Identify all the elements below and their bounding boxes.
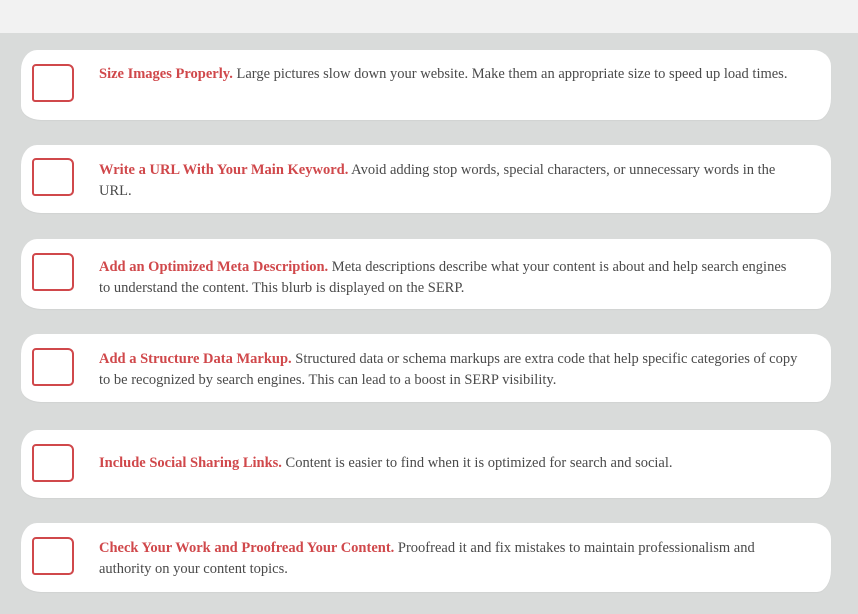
item-description: Avoid adding stop words, special characters, or unnecessary words in the URL. (99, 162, 776, 199)
item-description: Large pictures slow down your website. Make them an appropriate size to speed up load times. (232, 66, 788, 82)
checkbox-icon[interactable] (32, 537, 74, 575)
checkbox-icon[interactable] (32, 158, 74, 196)
checklist-item (21, 334, 831, 402)
item-description: Proofread it and fix mistakes to maintain professionalism and authority on your content topics. (99, 540, 755, 577)
item-description: Meta descriptions describe what your content is about and help search engines to understand the content. This blurb is displayed on the SERP. (99, 259, 787, 296)
checkbox-icon[interactable] (32, 253, 74, 291)
item-title: Write a URL With Your Main Keyword. (99, 162, 349, 178)
top-band (0, 0, 858, 33)
item-text (99, 160, 799, 202)
item-title: Include Social Sharing Links. (99, 455, 282, 471)
item-text (99, 64, 799, 85)
checklist-item (21, 430, 831, 498)
checkbox-icon[interactable] (32, 348, 74, 386)
checkbox-icon[interactable] (32, 444, 74, 482)
checklist-item (21, 523, 831, 592)
checklist-item (21, 145, 831, 213)
seo-checklist (0, 33, 858, 614)
item-text (99, 538, 799, 580)
checklist-item (21, 239, 831, 309)
item-text (99, 349, 799, 391)
item-title: Add a Structure Data Markup. (99, 351, 292, 367)
item-description: Structured data or schema markups are extra code that help specific categories of copy to be recognized by search engines. This can lead to a boost in SERP visibility. (99, 351, 798, 388)
item-description: Content is easier to find when it is optimized for search and social. (281, 455, 673, 471)
item-title: Add an Optimized Meta Description. (99, 259, 329, 275)
item-text (99, 257, 799, 299)
checklist-item (21, 50, 831, 120)
item-title: Check Your Work and Proofread Your Content. (99, 540, 395, 556)
item-text (99, 453, 799, 474)
checkbox-icon[interactable] (32, 64, 74, 102)
item-title: Size Images Properly. (99, 66, 233, 82)
